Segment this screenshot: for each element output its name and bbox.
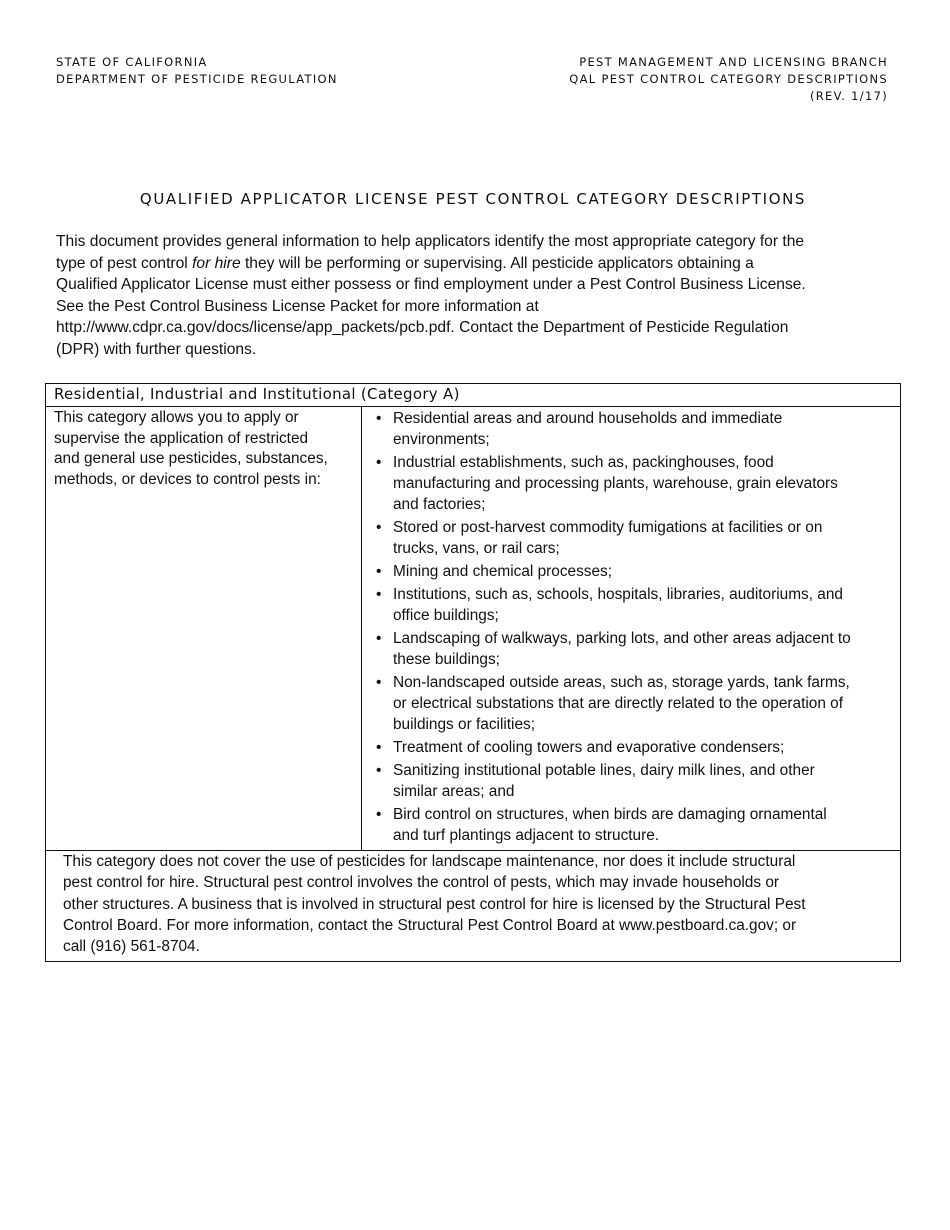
list-item (376, 672, 892, 735)
list-item-line: • Industrial establishments, such as, packinghouses, food (393, 454, 774, 471)
intro-line (56, 253, 896, 275)
list-item-line: • Sanitizing institutional potable lines, dairy milk lines, and other (393, 762, 815, 779)
intro-line: Qualified Applicator License must either possess or find employment under a Pest Control Business License. (56, 276, 806, 293)
list-item (376, 760, 892, 802)
intro-paragraph (56, 231, 896, 360)
note-line: Control Board. For more information, contact the Structural Pest Control Board at www.pestboard.ca.gov; or (63, 916, 797, 934)
list-item-line: or electrical substations that are directly related to the operation of (393, 695, 843, 712)
scope-line: methods, or devices to control pests in: (54, 470, 321, 488)
list-item-line: • Treatment of cooling towers and evaporative condensers; (393, 739, 785, 756)
header-revision: (REV. 1/17) (809, 89, 888, 103)
list-item-line: similar areas; and (393, 783, 515, 800)
list-item-line: • Landscaping of walkways, parking lots, and other areas adjacent to (393, 630, 851, 647)
category-scope (46, 407, 362, 851)
header-department: DEPARTMENT OF PESTICIDE REGULATION (56, 72, 338, 86)
intro-text: they will be performing or supervising. All pesticide applicators obtaining a (240, 254, 754, 272)
list-item (376, 517, 892, 559)
list-item (376, 584, 892, 626)
scope-line: and general use pesticides, substances, (54, 450, 328, 467)
category-heading: Residential, Industrial and Institutional (Category A) (46, 384, 901, 407)
document-title: QUALIFIED APPLICATOR LICENSE PEST CONTROL CATEGORY DESCRIPTIONS (139, 190, 807, 208)
note-line: pest control for hire. Structural pest control involves the control of pests, which may invade households or (63, 874, 780, 892)
list-item-line: • Non-landscaped outside areas, such as, storage yards, tank farms, (393, 674, 850, 691)
list-item-line: office buildings; (393, 607, 499, 624)
list-item (376, 561, 892, 582)
header-agency (56, 54, 338, 88)
header-document-info (569, 54, 888, 105)
list-item-line: • Residential areas and around households and immediate (393, 410, 783, 427)
list-item (376, 737, 892, 758)
intro-link-line: http://www.cdpr.ca.gov/docs/license/app_packets/pcb.pdf. Contact the Department of Pesticide Regulation (56, 319, 789, 336)
intro-line: (DPR) with further questions. (56, 340, 257, 358)
note-line: call (916) 561-8704. (63, 938, 200, 956)
list-item-line: and turf plantings adjacent to structure. (393, 827, 660, 844)
intro-line: This document provides general information to help applicators identify the most appropriate category for the (56, 233, 805, 250)
list-item (376, 628, 892, 670)
header-document-title: QAL PEST CONTROL CATEGORY DESCRIPTIONS (569, 72, 888, 86)
header-branch: PEST MANAGEMENT AND LICENSING BRANCH (579, 55, 888, 69)
intro-text: type of pest control (56, 254, 193, 272)
list-item-line: • Institutions, such as, schools, hospitals, libraries, auditoriums, and (393, 586, 843, 603)
note-line: This category does not cover the use of pesticides for landscape maintenance, nor does it include structural (63, 853, 796, 870)
list-item-line: buildings or facilities; (393, 716, 536, 733)
list-item (376, 804, 892, 846)
header-state: STATE OF CALIFORNIA (56, 55, 208, 69)
list-item (376, 452, 892, 515)
list-item-line: trucks, vans, or rail cars; (393, 540, 560, 557)
category-areas (362, 407, 901, 851)
list-item (376, 408, 892, 450)
category-note (46, 851, 901, 962)
list-item-line: • Bird control on structures, when birds are damaging ornamental (393, 806, 827, 823)
areas-list (376, 408, 892, 846)
list-item-line: • Stored or post-harvest commodity fumigations at facilities or on (393, 519, 823, 536)
note-line: other structures. A business that is involved in structural pest control for hire is licensed by the Structural Pest (63, 895, 806, 913)
list-item-line: manufacturing and processing plants, warehouse, grain elevators (393, 475, 838, 492)
list-item-line: these buildings; (393, 651, 500, 668)
list-item-line: and factories; (393, 496, 486, 513)
scope-line: This category allows you to apply or (54, 409, 299, 426)
intro-line: See the Pest Control Business License Packet for more information at (56, 297, 539, 315)
intro-emphasis: for hire (192, 254, 241, 272)
list-item-line: • Mining and chemical processes; (393, 563, 612, 580)
scope-line: supervise the application of restricted (54, 429, 309, 447)
list-item-line: environments; (393, 431, 490, 448)
category-table (45, 383, 901, 962)
